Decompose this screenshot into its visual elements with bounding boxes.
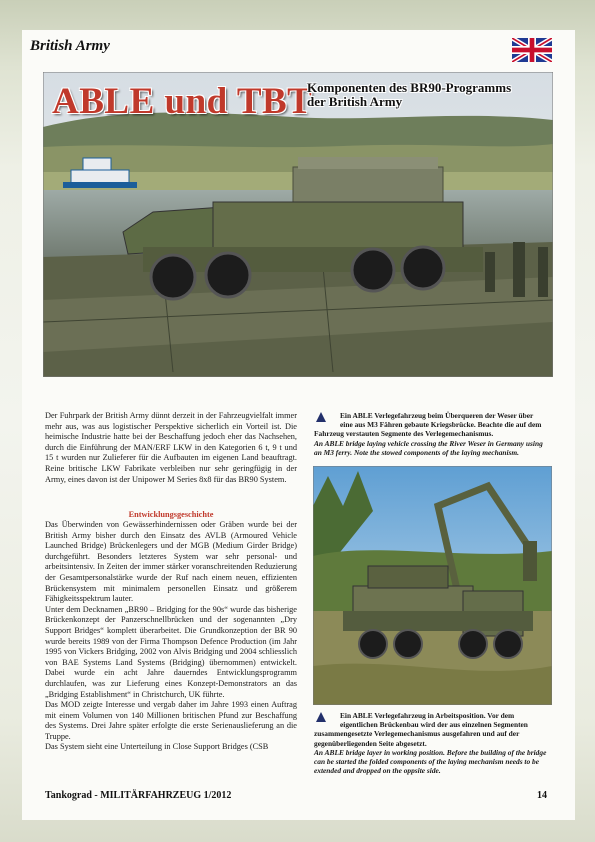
body-paragraph: Das Überwinden von Gewässerhindernissen oder Gräben wurde bei der British Army bisher durch den Einsatz des AVLB (Armoured Vehicle Launched Bridge) Brückenlegers und der MGB (Medium Girder Bridge) durchgeführt. Besonders letzteres System war sehr personal- und arbeitsintensiv. In Zeiten der immer stärker voranschreitenden Reduzierung der Gesamtpersonalstärke wurde der Ruf nach einem neuen, effizienten Brückensystem mit minimalem personellen Einsatz und größerem Fähigkeitsspektrum lauter. <box>45 520 297 604</box>
section-subheading: Entwicklungsgeschichte <box>128 510 214 519</box>
caption1-english: An ABLE bridge laying vehicle crossing the River Weser in Germany using an M3 ferry. Note the stowed components of the laying mechanism. <box>314 438 543 457</box>
page-number: 14 <box>537 790 547 801</box>
article-subtitle-line1: Komponenten des BR90-Programms <box>307 80 512 95</box>
photo1-caption <box>314 411 552 457</box>
magazine-footer: Tankograd - MILITÄRFAHRZEUG 1/2012 <box>45 790 232 801</box>
caption2-german-line2: eigentlichen Brückenbau wird der aus einzelnen Segmenten <box>340 720 528 730</box>
section-title: British Army <box>30 38 110 54</box>
caption1-german-line3: Fahrzeug verstauten Segmente des Verlegemechanismus. <box>314 429 494 439</box>
able-bridge-layer-working-photo <box>313 466 552 705</box>
body-text-column <box>45 520 297 753</box>
intro-text: Der Fuhrpark der British Army dünnt derzeit in der Fahrzeugvielfalt immer mehr aus, was aus logistischer Perspektive sicherlich ein Vorteil ist. Die heimische Industrie hatte bei der Beschaffung jedoch eher das Nachsehen, durch die Einführung der MAN/ERF LKW in den Kategorien 6 t, 9 t und 15 t wurden nur Zulieferer für die Aufbauten im eigenen Land beauftragt. Reine britische LKW Fabrikate verbleiben nur sehr geringfügig in der Army, eines davon ist der Unipower M Series 8x8 für das BR90 System. <box>45 411 297 484</box>
caption2-german-line3: zusammengesetzte Verlegemechanismus ausgefahren und auf der gegenüberliegenden Seite abgesetzt. <box>314 729 520 748</box>
photo2-caption <box>314 711 552 775</box>
article-subtitle-line2: der British Army <box>307 94 403 109</box>
union-jack-flag-icon <box>512 38 552 62</box>
body-paragraph: Das MOD zeigte Interesse und vergab daher im Jahre 1993 einen Auftrag mit einem Volumen von 140 Millionen britischen Pfund zur Beschaffung des Systems. Drei Jahre später erfolgte die erste Serienauslieferung an die Truppe. <box>45 700 297 741</box>
intro-paragraph <box>45 411 297 485</box>
caption2-english: An ABLE bridge layer in working position. Before the building of the bridge can be started the folded components of the laying mechanism needs to be extended and dropped on the oppsite side. <box>314 747 547 776</box>
caption2-german-line1: Ein ABLE Verlegefahrzeug in Arbeitsposition. Vor dem <box>340 711 515 720</box>
article-subtitle <box>307 81 547 109</box>
caption1-german-line1: Ein ABLE Verlegefahrzeug beim Überqueren der Weser über <box>340 411 534 420</box>
body-paragraph: Unter dem Decknamen „BR90 – Bridging for the 90s“ wurde das bisherige Brückenkonzept der Panzerschnellbrücken und der sogenannten „Dry Support Bridges“ komplett überarbeitet. Die Grundkonzeption der BR 90 wurde bereits 1989 von der Firma Thompson Defence Production (im Jahr 1995 von Vickers Bridging, 2002 von Alvis Bridging und 2004 schliesslich von BAE Systems Land Systems (Bridging) übernommen) entwickelt. Dabei wurde ein acht Jahre dauerndes Entwicklungsprogramm durchlaufen, was zur Lieferung eines Konzept-Demonstrators an das „Bridging Establishment“ in Christchurch, UK führte. <box>45 604 297 699</box>
article-title: ABLE und TBT <box>52 81 313 122</box>
body-paragraph: Das System sieht eine Unterteilung in Close Support Bridges (CSB <box>45 742 269 752</box>
caption1-german-line2: eine aus M3 Fähren gebaute Kriegsbrücke. Beachte die auf dem <box>340 420 542 430</box>
